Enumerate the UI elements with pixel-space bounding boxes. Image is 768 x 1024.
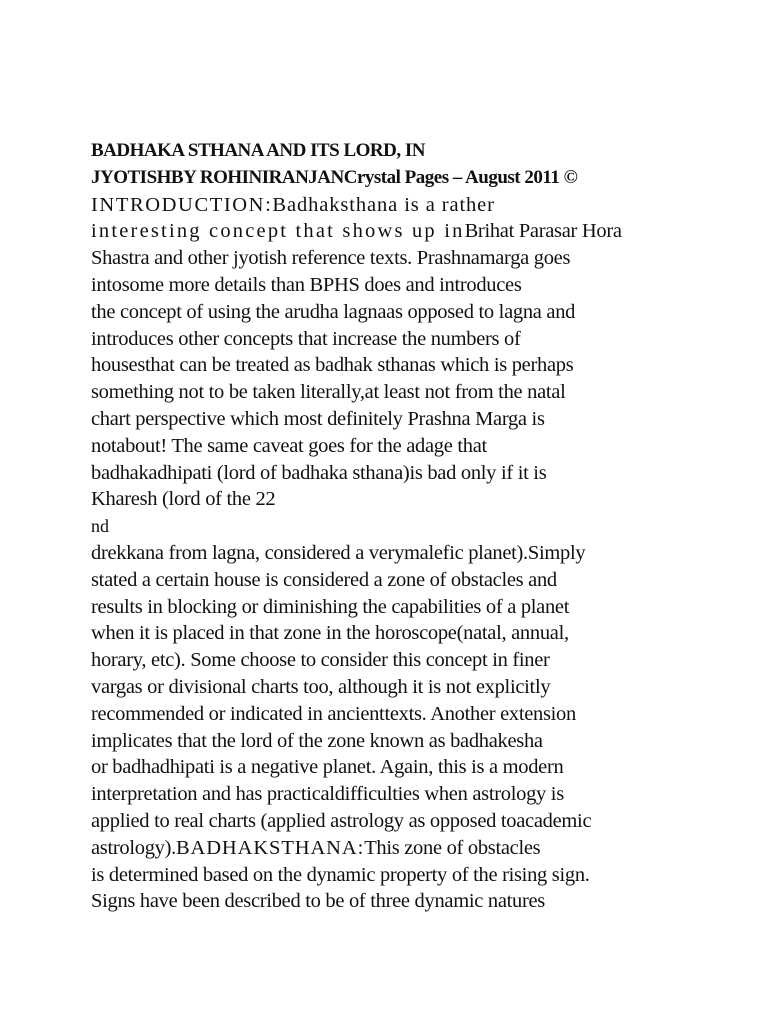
- body-line: badhakadhipati (lord of badhaka sthana)is bad only if it is: [91, 461, 547, 484]
- intro-line-1-text: Badhaksthana is a rather: [272, 193, 495, 216]
- intro-label: INTRODUCTION:: [91, 193, 273, 216]
- body-line: intosome more details than BPHS does and introduces: [91, 273, 522, 296]
- body-line: the concept of using the arudha lagnaas opposed to lagna and: [91, 300, 576, 323]
- section-line-start: astrology).: [91, 836, 176, 859]
- body-line: implicates that the lord of the zone known as badhakesha: [91, 729, 543, 752]
- intro-line-2-text: Brihat Parasar Hora: [464, 220, 622, 243]
- superscript-nd: nd: [91, 516, 109, 537]
- section-label: BADHAKSTHANA:: [175, 836, 365, 859]
- intro-line-2-spaced: interesting concept that shows up in: [91, 220, 465, 243]
- body-line: stated a certain house is considered a zone of obstacles and: [91, 568, 557, 591]
- body-line: horary, etc). Some choose to consider this concept in finer: [91, 649, 550, 672]
- body-line: Signs have been described to be of three dynamic natures: [91, 890, 545, 913]
- intro-line-2: [91, 218, 681, 245]
- body-line: applied to real charts (applied astrology as opposed toacademic: [91, 809, 592, 832]
- body-line: drekkana from lagna, considered a verymalefic planet).Simply: [91, 541, 586, 564]
- document-title-line-2: JYOTISHBY ROHINIRANJANCrystal Pages – August 2011 ©: [91, 166, 578, 188]
- body-line: recommended or indicated in ancienttexts. Another extension: [91, 702, 576, 725]
- body-line: introduces other concepts that increase the numbers of: [91, 327, 521, 350]
- body-line: housesthat can be treated as badhak sthanas which is perhaps: [91, 354, 574, 377]
- body-line: vargas or divisional charts too, although it is not explicitly: [91, 675, 551, 698]
- body-line: Shastra and other jyotish reference texts. Prashnamarga goes: [91, 247, 571, 270]
- body-line: results in blocking or diminishing the capabilities of a planet: [91, 595, 570, 618]
- body-line: something not to be taken literally,at least not from the natal: [91, 381, 566, 404]
- body-line: chart perspective which most definitely Prashna Marga is: [91, 407, 545, 430]
- document-body: [91, 138, 681, 915]
- body-line: when it is placed in that zone in the horoscope(natal, annual,: [91, 622, 569, 645]
- document-title-line-1: BADHAKA STHANA AND ITS LORD, IN: [91, 140, 425, 161]
- body-line: interpretation and has practicaldifficulties when astrology is: [91, 783, 564, 806]
- body-line: notabout! The same caveat goes for the adage that: [91, 434, 487, 457]
- intro-line-1: [91, 192, 681, 219]
- section-line-text: This zone of obstacles: [364, 836, 541, 859]
- body-line: Kharesh (lord of the 22: [91, 488, 276, 511]
- section-line: [91, 835, 681, 862]
- body-line: is determined based on the dynamic property of the rising sign.: [91, 863, 590, 886]
- body-line: or badhadhipati is a negative planet. Again, this is a modern: [91, 756, 564, 779]
